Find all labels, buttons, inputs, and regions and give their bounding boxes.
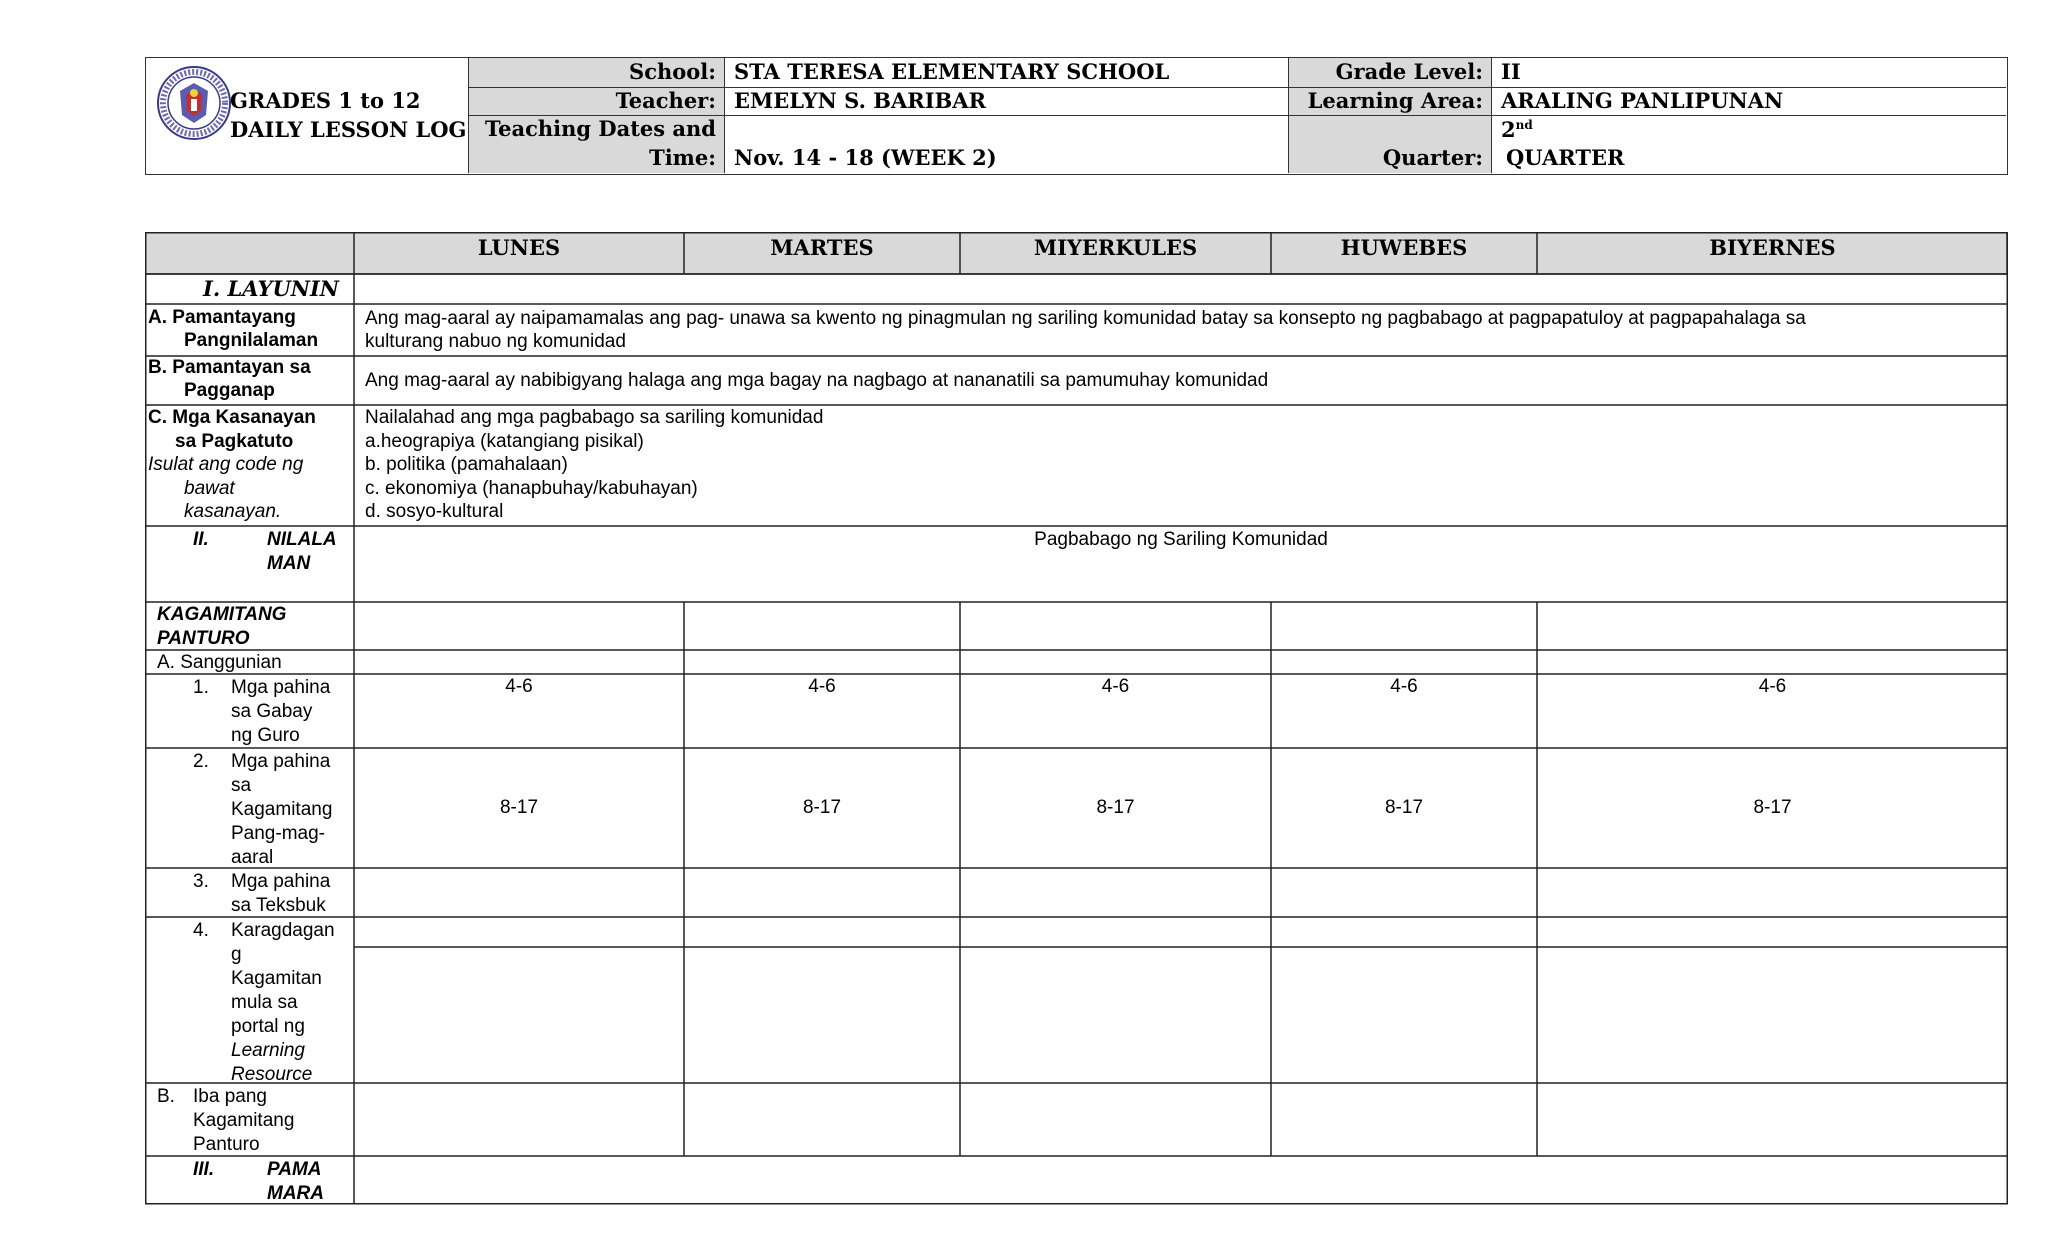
kagamitang-huwebes: 8-17: [1384, 797, 1424, 818]
kagamitang-lunes: 8-17: [499, 797, 539, 818]
section-kagamitang-panturo: [157, 603, 286, 651]
title-line-2: DAILY LESSON LOG: [230, 117, 467, 142]
label-line: Pang-mag-: [231, 823, 325, 844]
label-line: g: [231, 944, 242, 965]
item-4-label: [231, 919, 335, 1087]
header-table: [145, 57, 2008, 175]
item-3-label: [231, 870, 330, 918]
label-line: sa Teksbuk: [231, 895, 326, 916]
header-divider: [468, 115, 2006, 116]
label-line: Learning: [231, 1040, 305, 1061]
text-line: kulturang nabuo ng komunidad: [365, 331, 626, 352]
day-header-miyerkules: MIYERKULES: [1033, 235, 1198, 260]
row-label-a-line2: Pangnilalaman: [184, 330, 319, 351]
label-line: portal ng: [231, 1016, 305, 1037]
row-label-c-note2: bawat: [184, 477, 235, 499]
label-line: Kagamitang: [231, 799, 333, 820]
text-line: Nailalahad ang mga pagbabago sa sariling komunidad: [365, 407, 824, 428]
school-value: STA TERESA ELEMENTARY SCHOOL: [734, 59, 1170, 84]
item-1-label: [231, 676, 330, 748]
section-nilalaman: [267, 528, 337, 576]
text-line: d. sosyo-kultural: [365, 501, 504, 522]
day-header-huwebes: HUWEBES: [1340, 235, 1468, 260]
item-b-label: [193, 1085, 294, 1157]
row-label-c-line1: C. Mga Kasanayan: [148, 407, 316, 428]
teacher-label: Teacher:: [615, 88, 716, 113]
deped-seal-icon: [156, 65, 232, 141]
dates-label-line2: Time:: [649, 145, 716, 170]
row-label-c-line2: sa Pagkatuto: [175, 430, 294, 452]
row-label-a-line1: A. Pamantayang: [148, 307, 296, 328]
row-label-b-line1: B. Pamantayan sa: [148, 357, 311, 378]
quarter-sup: nd: [1515, 118, 1533, 132]
section-nilalaman-line1: NILALA: [267, 529, 337, 550]
section-nilalaman-num: II.: [193, 529, 209, 550]
item-1-number: 1.: [193, 677, 209, 698]
row-label-c: [148, 406, 316, 524]
day-header-lunes: LUNES: [477, 235, 561, 260]
gabay-martes: 4-6: [808, 676, 836, 697]
section-kagamitang-line1: KAGAMITANG: [157, 604, 287, 625]
item-b-number: B.: [157, 1086, 175, 1107]
kagamitang-martes: 8-17: [802, 797, 842, 818]
row-label-a: [148, 306, 318, 352]
area-value: ARALING PANLIPUNAN: [1501, 88, 1784, 113]
text-line: a.heograpiya (katangiang pisikal): [365, 430, 644, 452]
row-label-b-line2: Pagganap: [184, 380, 275, 401]
school-label: School:: [629, 59, 716, 84]
area-label: Learning Area:: [1307, 88, 1483, 113]
section-pamamaraan-num: III.: [193, 1159, 215, 1180]
section-layunin: I. LAYUNIN: [203, 276, 339, 301]
item-3-number: 3.: [193, 871, 209, 892]
gabay-miyerkules: 4-6: [1101, 676, 1130, 697]
row-label-c-note1: Isulat ang code ng: [148, 454, 304, 475]
label-line: Iba pang: [193, 1086, 267, 1107]
teacher-value: EMELYN S. BARIBAR: [734, 88, 987, 113]
label-line: aaral: [231, 847, 274, 868]
pamantayang-pangnilalaman-text: [365, 307, 1806, 353]
gabay-biyernes: 4-6: [1758, 676, 1787, 697]
label-line: mula sa: [231, 992, 298, 1013]
log-title: [230, 86, 467, 144]
lesson-table: [145, 232, 2008, 1205]
grade-value: II: [1501, 59, 1521, 84]
label-line: Resource: [231, 1064, 313, 1085]
label-line: ng Guro: [231, 725, 300, 746]
section-pamamaraan: [267, 1158, 324, 1206]
title-line-1: GRADES 1 to 12: [230, 88, 421, 113]
label-line: Karagdagan: [231, 920, 335, 941]
section-pamamaraan-line1: PAMA: [267, 1159, 322, 1180]
sanggunian-label: A. Sanggunian: [157, 652, 282, 673]
quarter-label: Quarter:: [1382, 145, 1483, 170]
gabay-lunes: 4-6: [505, 676, 533, 697]
dates-label-line1: Teaching Dates and: [484, 116, 716, 141]
mga-kasanayan-text: [365, 406, 823, 524]
item-2-label: [231, 750, 332, 870]
label-line: sa: [231, 775, 252, 796]
section-kagamitang-line2: PANTURO: [157, 628, 250, 649]
label-line: Mga pahina: [231, 871, 331, 892]
item-2-number: 2.: [193, 751, 209, 772]
quarter-num: 2: [1501, 117, 1516, 142]
label-line: Mga pahina: [231, 677, 331, 698]
row-label-b: [148, 356, 311, 402]
quarter-ordinal: [1501, 117, 1533, 142]
label-line: sa Gabay: [231, 701, 313, 722]
day-header-biyernes: BIYERNES: [1709, 235, 1836, 260]
text-line: Ang mag-aaral ay naipamamalas ang pag- unawa sa kwento ng pinagmulan ng sariling komunidad batay sa konsepto ng pagbabago at pagpapatuloy at pagpapahalaga sa: [365, 308, 1806, 329]
label-line: Mga pahina: [231, 751, 331, 772]
dates-value: Nov. 14 - 18 (WEEK 2): [734, 145, 997, 170]
text-line: b. politika (pamahalaan): [365, 454, 568, 475]
nilalaman-text: Pagbabago ng Sariling Komunidad: [1034, 529, 1328, 550]
gabay-huwebes: 4-6: [1390, 676, 1418, 697]
day-header-martes: MARTES: [770, 235, 874, 260]
pamantayan-sa-pagganap-text: Ang mag-aaral ay nabibigyang halaga ang mga bagay na nagbago at nananatili sa pamumuhay komunidad: [365, 370, 1269, 391]
text-line: c. ekonomiya (hanapbuhay/kabuhayan): [365, 477, 698, 499]
header-divider: [468, 87, 2006, 88]
section-pamamaraan-line2: MARA: [267, 1183, 324, 1204]
grade-label: Grade Level:: [1335, 59, 1483, 84]
item-4-number: 4.: [193, 920, 209, 941]
label-line: Kagamitan: [231, 968, 322, 989]
row-label-c-note3: kasanayan.: [184, 501, 282, 522]
label-line: Panturo: [193, 1134, 260, 1155]
kagamitang-biyernes: 8-17: [1753, 797, 1792, 818]
quarter-value: QUARTER: [1506, 145, 1625, 170]
section-nilalaman-line2: MAN: [267, 553, 311, 574]
kagamitang-miyerkules: 8-17: [1096, 797, 1135, 818]
label-line: Kagamitang: [193, 1110, 295, 1131]
